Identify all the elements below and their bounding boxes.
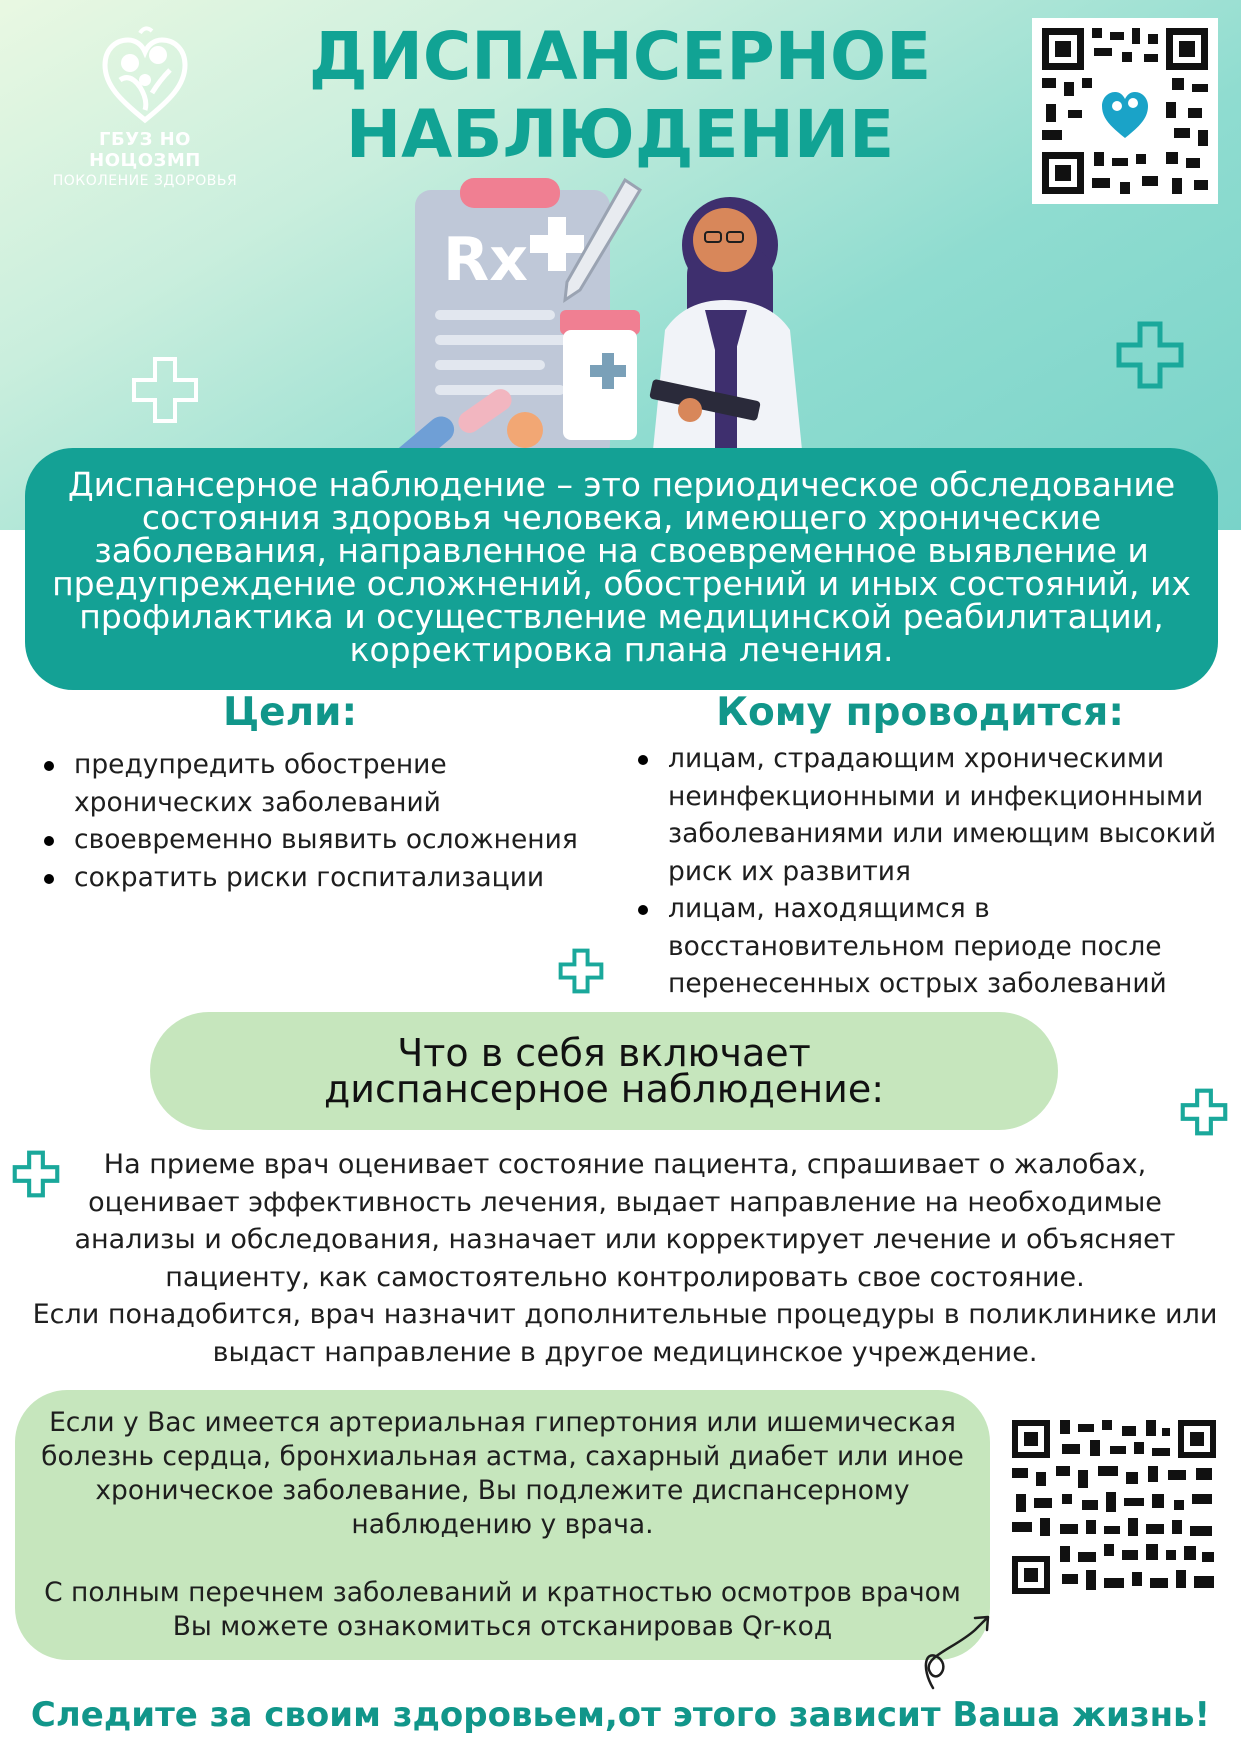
goal-item: сократить риски госпитализации bbox=[40, 859, 620, 897]
who-item: лицам, находящимся в восстановительном периоде после перенесенных острых заболеваний bbox=[634, 890, 1234, 1003]
title-line-2: НАБЛЮДЕНИЕ bbox=[345, 96, 895, 173]
info-box bbox=[15, 1390, 990, 1660]
who-item: лицам, страдающим хроническими неинфекционными и инфекционными заболеваниями или имеющим высокий риск их развития bbox=[634, 740, 1234, 890]
slogan: Следите за своим здоровьем,от этого зависит Ваша жизнь! bbox=[30, 1695, 1211, 1735]
info-paragraph-1: Если у Вас имеется артериальная гипертония или ишемическая болезнь сердца, бронхиальная астма, сахарный диабет или иное хроническое заболевание, Вы подлежите диспансерному наблюдению у врача. bbox=[41, 1407, 964, 1540]
doctor-illustration bbox=[395, 160, 855, 480]
goals-list bbox=[40, 746, 620, 896]
definition-box bbox=[25, 448, 1218, 690]
org-logo bbox=[40, 25, 250, 189]
org-name: ГБУЗ НО НОЦОЗМП bbox=[89, 129, 201, 171]
who-title: Кому проводится: bbox=[716, 690, 1124, 735]
goals-title: Цели: bbox=[222, 690, 358, 735]
medical-cross-icon bbox=[558, 948, 604, 994]
page-title bbox=[290, 18, 950, 174]
visit-paragraph-2: Если понадобится, врач назначит дополнительные процедуры в поликлинике или выдаст направление в другое медицинское учреждение. bbox=[32, 1299, 1218, 1368]
info-paragraph-2: С полным перечнем заболеваний и кратностью осмотров врачом Вы можете ознакомиться отсканировав Qr-код bbox=[44, 1577, 961, 1642]
qr-code-icon[interactable] bbox=[1032, 18, 1218, 204]
medical-cross-icon bbox=[130, 355, 200, 425]
definition-text: Диспансерное наблюдение – это периодическое обследование состояния здоровья человека, имеющего хронические заболевания, направленное на своевременное выявление и предупреждение осложнений, обострений и иных состояний, их профилактика и осуществление медицинской реабилитации, корректировка плана лечения. bbox=[52, 465, 1191, 669]
goal-item: предупредить обострение хронических заболеваний bbox=[40, 746, 620, 821]
goal-item: своевременно выявить осложнения bbox=[40, 821, 620, 859]
qr-code-icon[interactable] bbox=[1006, 1414, 1222, 1600]
includes-heading-box bbox=[150, 1012, 1058, 1130]
includes-line-2: диспансерное наблюдение: bbox=[324, 1067, 884, 1111]
visit-paragraph-1: На приеме врач оценивает состояние пациента, спрашивает о жалобах, оценивает эффективность лечения, выдает направление на необходимые анализы и обследования, назначает или корректирует лечение и объясняет пациенту, как самостоятельно контролировать свое состояние. bbox=[74, 1149, 1176, 1293]
who-list bbox=[634, 740, 1234, 1003]
visit-description bbox=[30, 1146, 1220, 1371]
rx-symbol: Rx bbox=[443, 225, 528, 295]
curly-arrow-icon bbox=[915, 1608, 1005, 1698]
org-tagline: ПОКОЛЕНИЕ ЗДОРОВЬЯ bbox=[52, 173, 238, 189]
title-line-1: ДИСПАНСЕРНОЕ bbox=[308, 18, 932, 95]
medical-cross-icon bbox=[1115, 320, 1185, 390]
family-heart-logo-icon bbox=[100, 25, 190, 125]
medical-cross-icon bbox=[1180, 1088, 1228, 1136]
includes-heading bbox=[324, 1031, 884, 1111]
includes-line-1: Что в себя включает bbox=[397, 1031, 811, 1075]
